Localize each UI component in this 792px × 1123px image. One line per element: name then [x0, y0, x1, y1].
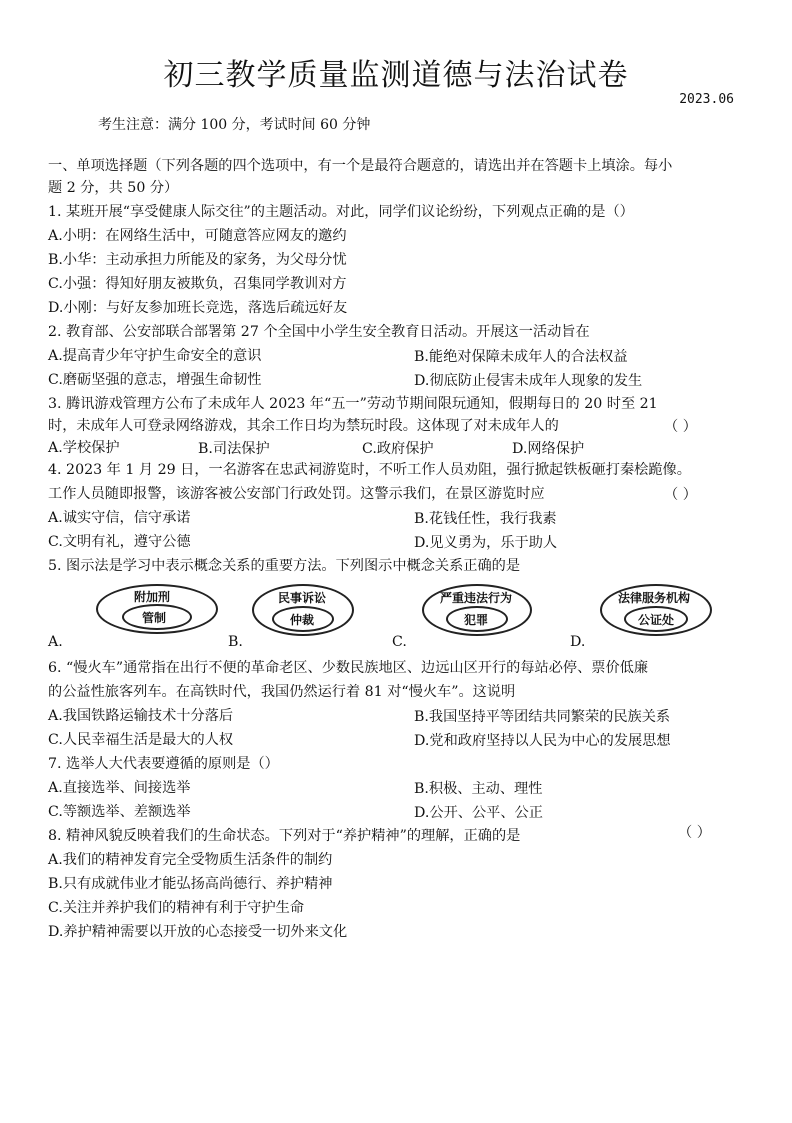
q1-option-a: A.小明：在网络生活中，可随意答应网友的邀约: [48, 228, 347, 244]
q6-option-d: D.党和政府坚持以人民为中心的发展思想: [414, 733, 671, 749]
q5-option-a: A.: [48, 634, 63, 650]
section-heading-line2: 题 2 分，共 50 分）: [48, 180, 179, 196]
q2-option-c: C.磨砺坚强的意志，增强生命韧性: [48, 372, 262, 388]
inner-label: 管制: [142, 611, 167, 625]
q3-stem-line2: 时，未成年人可登录网络游戏，其余工作日均为禁玩时段。这体现了对未成年人的: [48, 418, 559, 434]
q4-option-b: B.花钱任性，我行我素: [414, 511, 557, 527]
q7-option-b: B.积极、主动、理性: [414, 781, 543, 797]
q3-option-c: C.政府保护: [362, 441, 434, 457]
q8-stem: 8. 精神风貌反映着我们的生命状态。下列对于“养护精神”的理解，正确的是: [48, 828, 521, 844]
q5-diagram-a: [96, 584, 218, 634]
exam-title: 初三教学质量监测道德与法治试卷: [163, 58, 629, 93]
inner-label: 仲裁: [290, 613, 315, 627]
q3-stem-line1: 3. 腾讯游戏管理方公布了未成年人 2023 年“五一”劳动节期间限玩通知，假期每日的 20 时至 21: [48, 396, 658, 412]
q4-stem-line2: 工作人员随即报警，该游客被公安部门行政处罚。这警示我们，在景区游览时应: [48, 486, 545, 502]
q8-answer-paren: （ ）: [678, 825, 711, 841]
q6-stem-line2: 的公益性旅客列车。在高铁时代，我国仍然运行着 81 对“慢火车”。这说明: [48, 684, 516, 700]
q8-option-c: C.关注并养护我们的精神有利于守护生命: [48, 900, 305, 916]
q5-diagram-c: [422, 584, 532, 636]
q4-option-a: A.诚实守信，信守承诺: [48, 510, 191, 526]
outer-label: 民事诉讼: [278, 591, 327, 605]
section-heading-line1: 一、单项选择题（下列各题的四个选项中，有一个是最符合题意的，请选出并在答题卡上填涂。每小: [48, 158, 673, 174]
q6-stem-line1: 6. “慢火车”通常指在出行不便的革命老区、少数民族地区、边远山区开行的每站必停、票价低廉: [48, 660, 649, 676]
outer-label: 严重违法行为: [440, 591, 513, 605]
q7-option-d: D.公开、公平、公正: [414, 805, 543, 821]
q4-option-d: D.见义勇为，乐于助人: [414, 535, 558, 551]
q7-option-a: A.直接选举、间接选举: [48, 780, 191, 796]
q7-stem: 7. 选举人大代表要遵循的原则是（）: [48, 756, 279, 772]
q5-option-c: C.: [392, 634, 407, 650]
q2-option-d: D.彻底防止侵害未成年人现象的发生: [414, 373, 643, 389]
q1-option-b: B.小华：主动承担力所能及的家务，为父母分忧: [48, 252, 347, 268]
q8-option-d: D.养护精神需要以开放的心态接受一切外来文化: [48, 924, 348, 940]
q3-option-a: A.学校保护: [48, 440, 120, 456]
q3-option-d: D.网络保护: [512, 441, 585, 457]
inner-label: 公证处: [638, 613, 675, 627]
exam-notice: 考生注意：满分 100 分，考试时间 60 分钟: [98, 117, 371, 133]
q1-option-d: D.小刚：与好友参加班长竞选，落选后疏远好友: [48, 300, 348, 316]
q3-answer-paren: （ ）: [664, 419, 697, 435]
q7-option-c: C.等额选举、差额选举: [48, 804, 191, 820]
q1-stem: 1. 某班开展“享受健康人际交往”的主题活动。对此，同学们议论纷纷，下列观点正确的是（）: [48, 204, 634, 220]
q2-option-b: B.能绝对保障未成年人的合法权益: [414, 349, 628, 365]
q6-option-b: B.我国坚持平等团结共同繁荣的民族关系: [414, 709, 671, 725]
q8-option-a: A.我们的精神发育完全受物质生活条件的制约: [48, 852, 333, 868]
q6-option-a: A.我国铁路运输技术十分落后: [48, 708, 234, 724]
q5-diagram-d: [600, 584, 712, 636]
q5-stem: 5. 图示法是学习中表示概念关系的重要方法。下列图示中概念关系正确的是: [48, 558, 521, 574]
q4-option-c: C.文明有礼，遵守公德: [48, 534, 191, 550]
q3-option-b: B.司法保护: [198, 441, 270, 457]
q5-diagram-b: [252, 584, 354, 636]
outer-label: 法律服务机构: [618, 591, 691, 605]
inner-label: 犯罪: [464, 613, 489, 627]
q5-option-d: D.: [570, 634, 586, 650]
q8-option-b: B.只有成就伟业才能弘扬高尚德行、养护精神: [48, 876, 333, 892]
q4-answer-paren: （ ）: [664, 487, 697, 503]
q6-option-c: C.人民幸福生活是最大的人权: [48, 732, 234, 748]
q2-stem: 2. 教育部、公安部联合部署第 27 个全国中小学生安全教育日活动。开展这一活动旨在: [48, 324, 590, 340]
q1-option-c: C.小强：得知好朋友被欺负，召集同学教训对方: [48, 276, 347, 292]
exam-date: 2023.06: [679, 92, 734, 107]
q5-option-b: B.: [228, 634, 243, 650]
q2-option-a: A.提高青少年守护生命安全的意识: [48, 348, 262, 364]
q4-stem-line1: 4. 2023 年 1 月 29 日，一名游客在忠武祠游览时，不听工作人员劝阻，强行掀起铁板砸打秦桧跪像。: [48, 462, 691, 478]
outer-label: 附加刑: [134, 590, 171, 604]
